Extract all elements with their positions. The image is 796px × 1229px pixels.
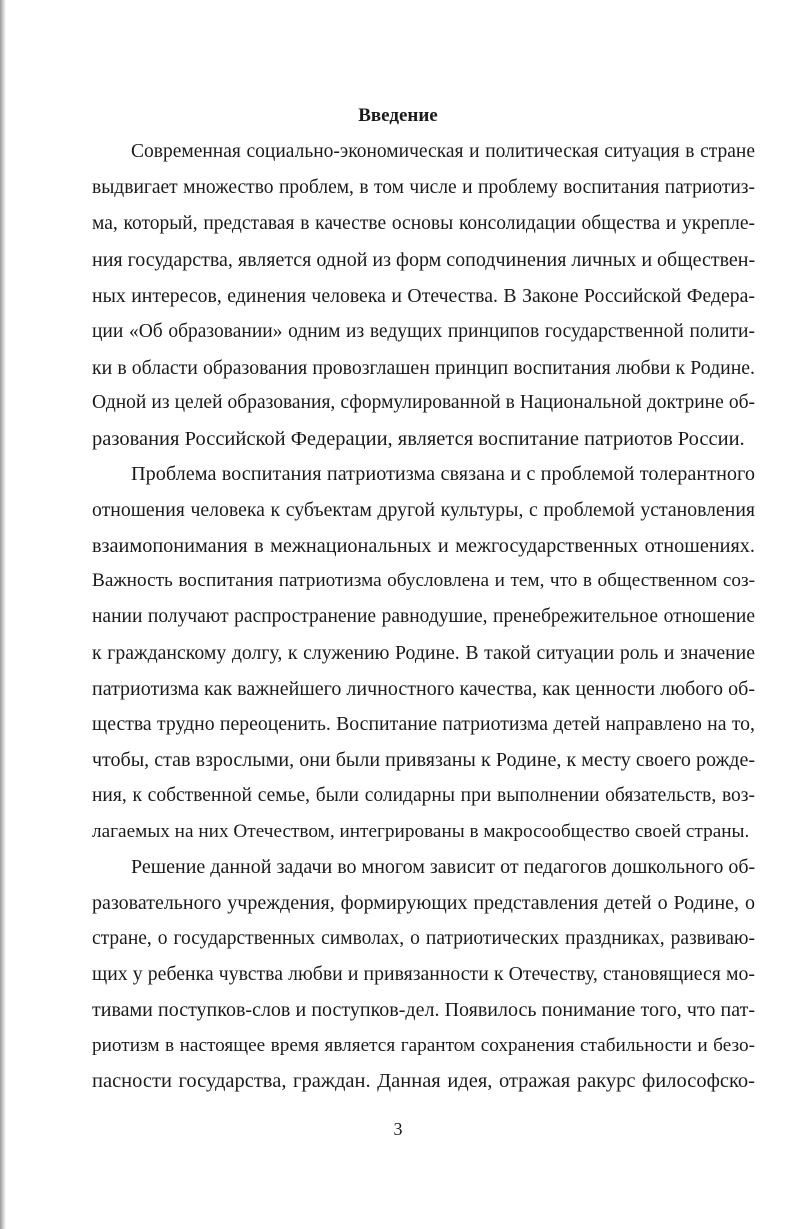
text-line: к гражданскому долгу, к служению Родине. В такой ситуации роль и значение: [92, 642, 755, 664]
text-line: щества трудно переоценить. Воспитание патриотизма детей направлено на то,: [92, 713, 755, 735]
text-line: отношения человека к субъектам другой культуры, с проблемой установления: [92, 499, 755, 521]
text-line: Проблема воспитания патриотизма связана и с проблемой толерантного: [131, 463, 755, 485]
text-line: взаимопонимания в межнациональных и межгосударственных отношениях.: [92, 535, 755, 557]
scan-edge-shadow: [0, 0, 6, 1229]
text-line: нании получают распространение равнодушие, пренебрежительное отношение: [92, 606, 755, 627]
text-line: ма, который, представая в качестве основы консолидации общества и укрепле-: [92, 213, 755, 234]
text-line: ки в области образования провозглашен принцип воспитания любви к Родине.: [92, 357, 755, 379]
text-line: Решение данной задачи во многом зависит от педагогов дошкольного об-: [131, 856, 756, 878]
text-line: лагаемых на них Отечеством, интегрированы в макросообщество своей страны.: [92, 821, 750, 842]
text-line: тивами поступков-слов и поступков-дел. Появилось понимание того, что пат-: [92, 999, 755, 1021]
text-line: патриотизма как важнейшего личностного качества, как ценности любого об-: [92, 678, 755, 700]
text-line: выдвигает множество проблем, в том числе и проблему воспитания патриотиз-: [92, 177, 755, 198]
text-line: риотизм в настоящее время является гарантом сохранения стабильности и безо-: [92, 1035, 755, 1056]
text-line: щих у ребенка чувства любви и привязанности к Отечеству, становящиеся мо-: [92, 963, 755, 985]
text-line: Важность воспитания патриотизма обусловлена и тем, что в общественном соз-: [92, 570, 755, 591]
text-line: чтобы, став взрослыми, они были привязаны к Родине, к месту своего рожде-: [92, 749, 755, 771]
text-line: ния, к собственной семье, были солидарны при выполнении обязательств, воз-: [92, 785, 755, 806]
text-line: ных интересов, единения человека и Отечества. В Законе Российской Федера-: [92, 285, 755, 307]
section-heading: Введение: [358, 105, 438, 126]
text-line: разования Российской Федерации, является воспитание патриотов России.: [92, 428, 745, 450]
text-line: ния государства, является одной из форм соподчинения личных и обществен-: [92, 249, 756, 271]
text-line: пасности государства, граждан. Данная идея, отражая ракурс философско-: [92, 1070, 755, 1092]
page-number: 3: [393, 1119, 403, 1139]
text-line: ции «Об образовании» одним из ведущих принципов государственной полити-: [92, 321, 755, 342]
text-line: Современная социально-экономическая и политическая ситуация в стране: [131, 141, 755, 162]
text-line: стране, о государственных символах, о патриотических праздниках, развиваю-: [92, 928, 755, 949]
text-line: Одной из целей образования, сформулированной в Национальной доктрине об-: [92, 392, 755, 413]
text-line: разовательного учреждения, формирующих представления детей о Родине, о: [92, 892, 755, 914]
